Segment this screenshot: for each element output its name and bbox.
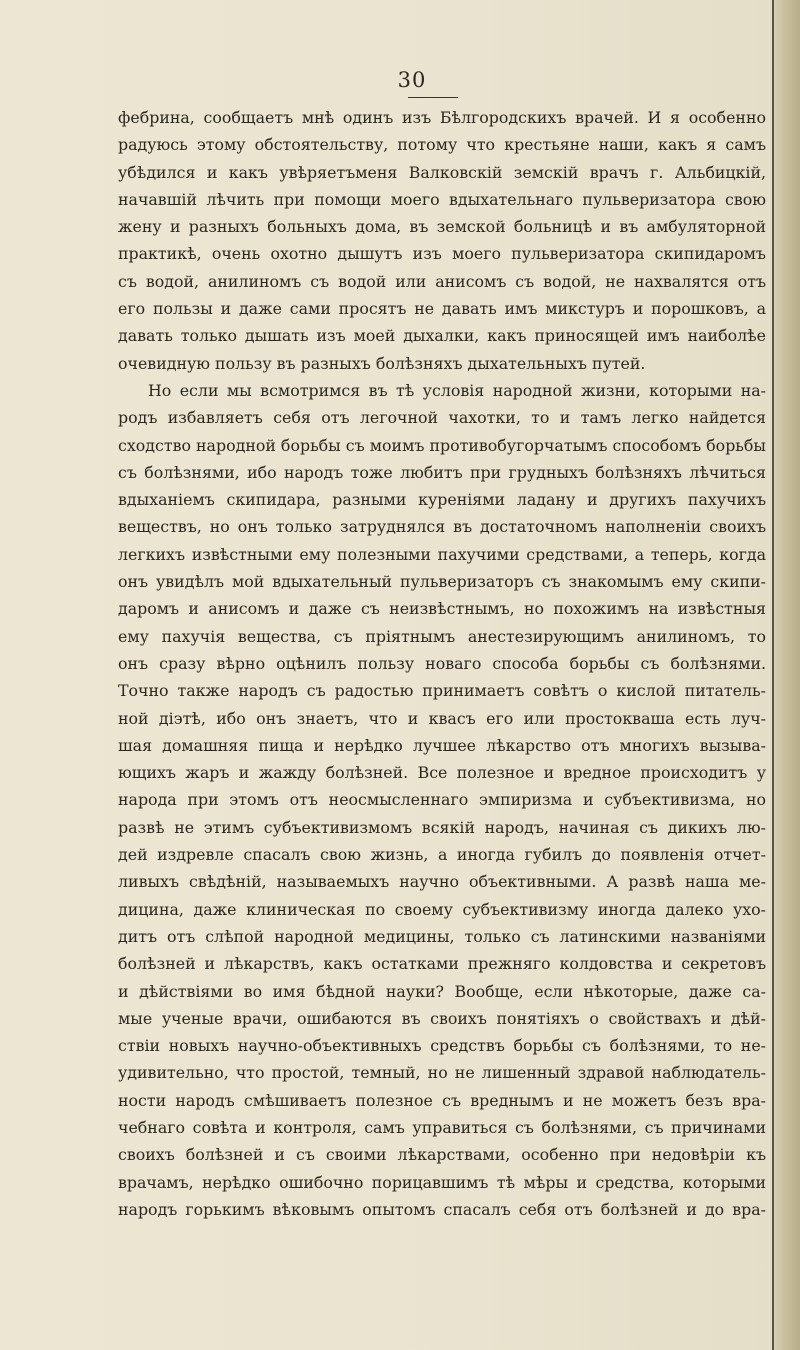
text-line: очевидную пользу въ разныхъ болѣзняхъ дыхательныхъ путей. [118,353,646,373]
text-line: практикѣ, очень охотно дышутъ изъ моего пульверизатора скипидаромъ [118,244,766,264]
text-line: фебрина, сообщаетъ мнѣ одинъ изъ Бѣлгородскихъ врачей. И я особенно [118,108,766,127]
text-line: шая домашняя пища и нерѣдко лучшее лѣкарство отъ многихъ вызыва- [118,735,766,755]
body-text [118,104,766,1223]
text-line: ему пахучія вещества, съ пріятнымъ анестезирующимъ анилиномъ, то [118,626,766,646]
page-number-rule [408,97,458,98]
text-line: болѣзней и лѣкарствъ, какъ остатками прежняго колдовства и секретовъ [118,954,766,974]
text-line: ной діэтѣ, ибо онъ знаетъ, что и квасъ его или простокваша есть луч- [118,708,766,728]
text-line: дитъ отъ слѣпой народной медицины, только съ латинскими названіями [118,926,766,946]
text-line: сходство народной борьбы съ моимъ противобугорчатымъ способомъ борьбы [118,435,766,455]
text-line: съ болѣзнями, ибо народъ тоже любитъ при грудныхъ болѣзняхъ лѣчиться [118,462,766,482]
text-line: Точно также народъ съ радостью принимаетъ совѣтъ о кислой питатель- [118,681,766,701]
text-line: ствіи новыхъ научно-объективныхъ средствъ борьбы съ болѣзнями, то не- [118,1036,766,1056]
text-line: дей издревле спасалъ свою жизнь, а иногда губилъ до появленія отчет- [118,845,766,865]
text-line: чебнаго совѣта и контроля, самъ управиться съ болѣзнями, съ причинами [118,1117,766,1137]
text-line: убѣдился и какъ увѣряетъменя Валковскій земскій врачъ г. Альбицкій, [118,162,766,182]
text-line: его пользы и даже сами просятъ не давать имъ микстуръ и порошковъ, а [118,299,766,319]
text-line: и дѣйствіями во имя бѣдной науки? Вообще, если нѣкоторые, даже са- [118,981,766,1001]
text-line: дицина, даже клиническая по своему субъективизму иногда далеко ухо- [118,899,766,919]
text-line: даромъ и анисомъ и даже съ неизвѣстнымъ, но похожимъ на извѣстныя [118,599,766,619]
text-line: радуюсь этому обстоятельству, потому что крестьяне наши, какъ я самъ [118,135,766,155]
text-line: народъ горькимъ вѣковымъ опытомъ спасалъ себя отъ болѣзней и до вра- [118,1199,766,1219]
text-line: ливыхъ свѣдѣній, называемыхъ научно объективными. А развѣ наша ме- [118,872,766,892]
text-line: врачамъ, нерѣдко ошибочно порицавшимъ тѣ мѣры и средства, которыми [118,1172,766,1192]
text-line: съ водой, анилиномъ съ водой или анисомъ съ водой, не нахвалятся отъ [118,271,766,291]
text-line: ности народъ смѣшиваетъ полезное съ вреднымъ и не можетъ безъ вра- [118,1090,766,1110]
text-line: давать только дышать изъ моей дыхалки, какъ приносящей имъ наиболѣе [118,326,766,346]
text-line: Но если мы всмотримся въ тѣ условія народной жизни, которыми на- [148,380,766,400]
text-line: начавшій лѣчить при помощи моего вдыхательнаго пульверизатора свою [118,189,766,209]
text-line: народа при этомъ отъ неосмысленнаго эмпиризма и субъективизма, но [118,790,766,810]
text-line: онъ увидѣлъ мой вдыхательный пульверизаторъ съ знакомымъ ему скипи- [118,572,766,592]
page-number: 30 [397,68,427,92]
text-line: жену и разныхъ больныхъ дома, въ земской больницѣ и въ амбуляторной [118,217,766,237]
text-line: ющихъ жаръ и жажду болѣзней. Все полезное и вредное происходитъ у [118,763,766,783]
text-line: удивительно, что простой, темный, но не лишенный здравой наблюдатель- [118,1063,766,1083]
text-line: развѣ не этимъ субъективизмомъ всякій народъ, начиная съ дикихъ лю- [118,817,766,837]
text-line: онъ сразу вѣрно оцѣнилъ пользу новаго способа борьбы съ болѣзнями. [118,653,766,673]
text-line: веществъ, но онъ только затруднялся въ достаточномъ наполненіи своихъ [118,517,766,537]
text-line: родъ избавляетъ себя отъ легочной чахотки, то и тамъ легко найдется [118,408,766,428]
text-line: мые ученые врачи, ошибаются въ своихъ понятіяхъ о свойствахъ и дѣй- [118,1008,766,1028]
text-line: вдыханіемъ скипидара, разными куреніями ладану и другихъ пахучихъ [118,490,766,510]
book-binding-edge [772,0,800,1350]
text-line: своихъ болѣзней и съ своими лѣкарствами, особенно при недовѣріи къ [118,1145,766,1165]
text-line: легкихъ извѣстными ему полезными пахучими средствами, а теперь, когда [118,544,766,564]
